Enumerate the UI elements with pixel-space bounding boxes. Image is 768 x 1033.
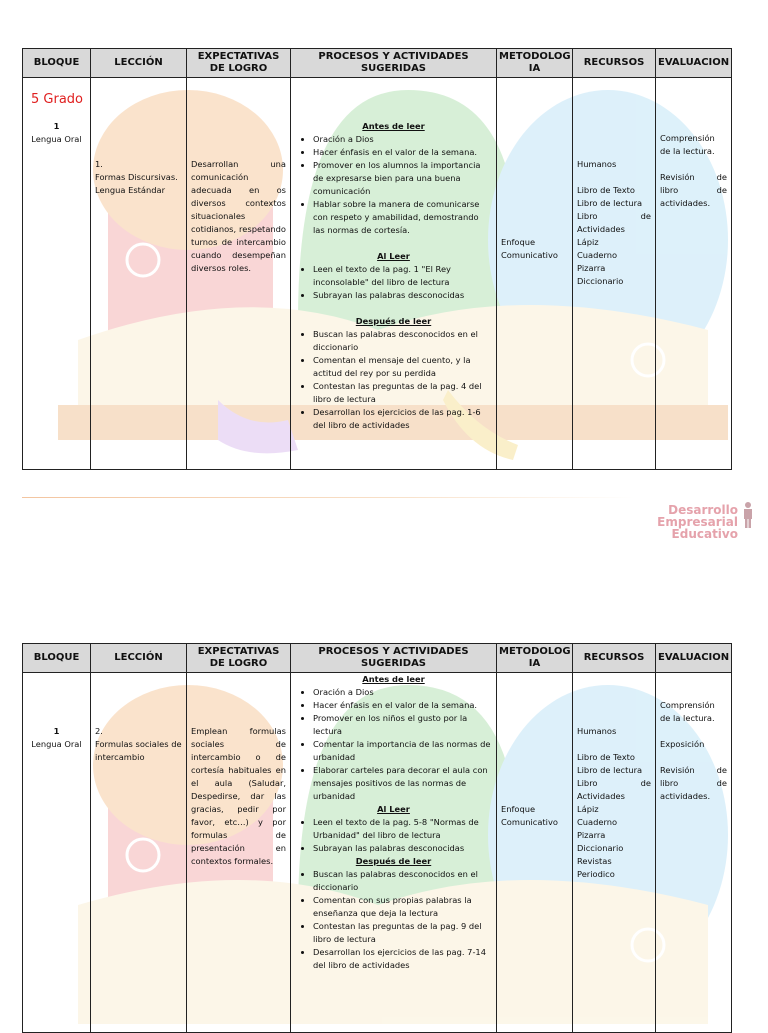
recurso-item: de [640,211,651,221]
antes-title: Antes de leer [362,674,425,684]
recurso-item: Libro [577,778,598,788]
grade-label: 5 Grado [31,92,83,107]
recurso-item: Libro [577,211,598,221]
recurso-item: Revistas [577,856,612,866]
header-evaluacion: EVALUACION [656,49,732,78]
expectativas-cell [187,78,291,470]
company-logo [642,500,754,546]
list-item: • Oración a Dios [313,686,492,699]
header-bloque: BLOQUE [23,49,91,78]
evaluacion-item: Revisión de libro de actividades. [660,172,727,208]
metodologia-line: Comunicativo [501,250,558,260]
evaluacion-cell [656,78,732,470]
recurso-item: Libro de lectura [577,198,643,208]
list-item: • Leen el texto de la pag. 5-8 "Normas de Urbanidad" del libro de lectura [313,816,492,842]
list-item: • Buscan las palabras desconocidos en el diccionario [313,868,492,894]
antes-list [295,133,492,237]
despues-title: Después de leer [355,316,432,326]
list-item: • Desarrollan los ejercicios de las pag. 1-6 del libro de actividades [313,406,492,432]
header-expectativas: EXPECTATIVAS DE LOGRO [187,49,291,78]
header-expectativas: EXPECTATIVAS DE LOGRO [187,644,291,673]
recurso-item: Cuaderno [577,250,618,260]
recursos-title: Humanos [577,159,617,169]
antes-title: Antes de leer [362,121,425,131]
header-procesos: PROCESOS Y ACTIVIDADES SUGERIDAS [291,49,497,78]
table-header-row [23,644,732,673]
header-procesos: PROCESOS Y ACTIVIDADES SUGERIDAS [291,644,497,673]
table-row [23,673,732,1033]
metodologia-line: Comunicativo [501,817,558,827]
list-item: • Oración a Dios [313,133,492,146]
header-leccion: LECCIÓN [91,644,187,673]
header-bloque: BLOQUE [23,644,91,673]
recurso-item: Pizarra [577,830,606,840]
leccion-cell [91,78,187,470]
expectativas-text: Emplean formulas sociales de intercambio o de cortesía habituales en el aula (Saludar, Despedirse, dar las gracias, pedir por favor, etc…) y por formulas de presentación en contextos formales. [191,726,286,866]
expectativas-cell [187,673,291,1033]
metodologia-line: Enfoque [501,237,536,247]
leccion-line: Formulas sociales de intercambio [95,739,182,762]
header-leccion: LECCIÓN [91,49,187,78]
table-header-row [23,49,732,78]
recurso-item: Lápiz [577,804,599,814]
leccion-number: 1. [95,159,103,169]
recurso-item: Libro de Texto [577,185,636,195]
evaluacion-item: Comprensión de la lectura. [660,700,715,723]
list-item: • Comentar la importancia de las normas de urbanidad [313,738,492,764]
al-leer-title: Al Leer [377,251,410,261]
recurso-item-row [577,777,651,790]
procesos-cell [291,673,497,1033]
leccion-number: 2. [95,726,103,736]
list-item: • Contestan las preguntas de la pag. 9 del libro de lectura [313,920,492,946]
antes-list [295,686,492,803]
lesson-plan-table-2 [22,643,732,1033]
list-item: • Elaborar carteles para decorar el aula con mensajes positivos de las normas de urbanidad [313,764,492,803]
evaluacion-item: Revisión de libro de actividades. [660,765,727,801]
recurso-item: Diccionario [577,843,624,853]
evaluacion-item: Exposición [660,739,705,749]
header-recursos: RECURSOS [573,49,656,78]
recurso-item: Cuaderno [577,817,618,827]
list-item: • Hacer énfasis en el valor de la semana. [313,146,492,159]
bloque-name: Lengua Oral [31,134,82,144]
recurso-item: Libro de Texto [577,752,636,762]
list-item: • Comentan el mensaje del cuento, y la actitud del rey por su perdida [313,354,492,380]
header-metodologia: METODOLOG IA [497,49,573,78]
person-icon [742,502,754,528]
despues-list [295,868,492,972]
recurso-item: Actividades [577,791,625,801]
bloque-number: 1 [53,121,60,131]
bloque-number: 1 [53,726,60,736]
leccion-line: Lengua Estándar [95,185,166,195]
expectativas-text: Desarrollan una comunicación adecuada en os diversos contextos situacionales cotidianos, respetando turnos de intercambio cuando desempeñan diversos roles. [191,159,286,273]
header-recursos: RECURSOS [573,644,656,673]
recursos-cell [573,78,656,470]
logo-line: Educativo [671,527,738,541]
evaluacion-item: Comprensión de la lectura. [660,133,715,156]
recurso-item-row [577,210,651,223]
despues-list [295,328,492,432]
recursos-title: Humanos [577,726,617,736]
logo-line: Desarrollo [668,503,738,517]
procesos-cell [291,78,497,470]
list-item: • Leen el texto de la pag. 1 "El Rey inconsolable" del libro de lectura [313,263,492,289]
bloque-cell [23,78,91,470]
leccion-cell [91,673,187,1033]
metodologia-cell [497,78,573,470]
recurso-item: Actividades [577,224,625,234]
despues-title: Después de leer [355,856,432,866]
al-leer-list [295,263,492,302]
leccion-line: Formas Discursivas. [95,172,178,182]
recurso-item: Periodico [577,869,615,879]
list-item: • Comentan con sus propias palabras la enseñanza que deja la lectura [313,894,492,920]
list-item: • Subrayan las palabras desconocidas [313,289,492,302]
al-leer-title: Al Leer [377,804,410,814]
recurso-item: de [640,778,651,788]
header-metodologia: METODOLOG IA [497,644,573,673]
metodologia-line: Enfoque [501,804,536,814]
list-item: • Promover en los niños el gusto por la lectura [313,712,492,738]
header-evaluacion: EVALUACION [656,644,732,673]
list-item: • Desarrollan los ejercicios de las pag. 7-14 del libro de actividades [313,946,492,972]
recurso-item: Libro de lectura [577,765,643,775]
footer-divider [22,497,634,498]
recurso-item: Diccionario [577,276,624,286]
list-item: • Subrayan las palabras desconocidas [313,842,492,855]
evaluacion-cell [656,673,732,1033]
logo-line: Empresarial [657,515,738,529]
lesson-plan-table-1 [22,48,732,470]
al-leer-list [295,816,492,855]
list-item: • Promover en los alumnos la importancia de expresarse bien para una buena comunicación [313,159,492,198]
list-item: • Buscan las palabras desconocidos en el diccionario [313,328,492,354]
list-item: • Hacer énfasis en el valor de la semana. [313,699,492,712]
list-item: • Contestan las preguntas de la pag. 4 del libro de lectura [313,380,492,406]
metodologia-cell [497,673,573,1033]
recursos-cell [573,673,656,1033]
bloque-cell [23,673,91,1033]
bloque-name: Lengua Oral [31,739,82,749]
table-row [23,78,732,470]
recurso-item: Lápiz [577,237,599,247]
list-item: • Hablar sobre la manera de comunicarse con respeto y amabilidad, demostrando las normas de cortesía. [313,198,492,237]
recurso-item: Pizarra [577,263,606,273]
